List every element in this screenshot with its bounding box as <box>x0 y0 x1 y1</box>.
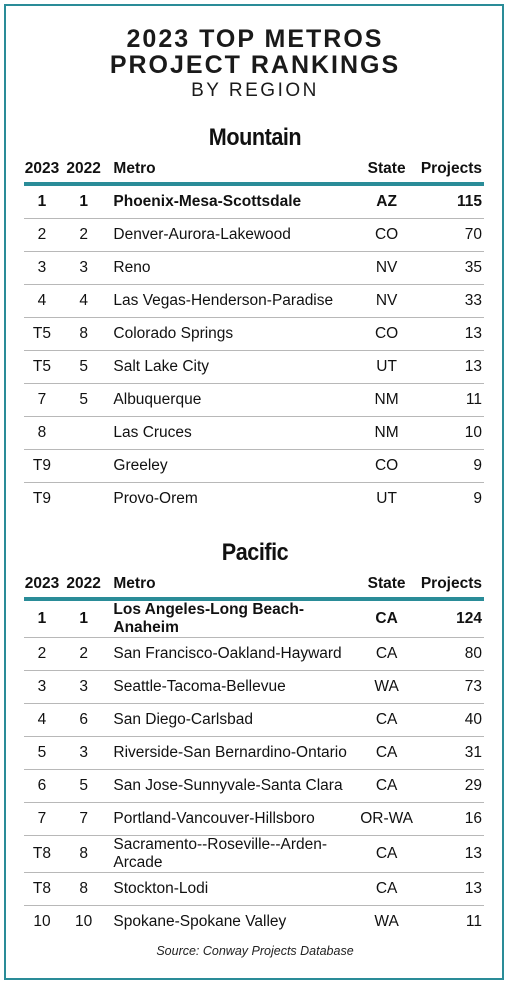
projects-cell: 11 <box>465 913 482 930</box>
metro-cell: Las Cruces <box>107 417 357 450</box>
rank-2022-cell: 5 <box>60 770 107 803</box>
rank-2022-cell: 8 <box>60 318 107 351</box>
rank-2023-cell: 1 <box>24 599 60 638</box>
metro-cell: San Francisco-Oakland-Hayward <box>107 638 357 671</box>
projects-cell: 29 <box>416 770 484 803</box>
state-cell: CA <box>357 873 416 906</box>
table-row <box>24 638 484 671</box>
rank-2023-cell: T9 <box>24 450 60 483</box>
rank-2022-cell: 7 <box>60 803 107 836</box>
region-title-mountain: Mountain <box>208 124 302 151</box>
metro-cell: Las Vegas-Henderson-Paradise <box>107 285 357 318</box>
rank-2022-cell: 10 <box>75 913 93 930</box>
table-row <box>24 483 484 516</box>
rank-2022-cell <box>60 417 107 450</box>
rank-2023-cell: 8 <box>24 417 60 450</box>
projects-cell: 13 <box>416 836 484 873</box>
rank-2022-cell: 5 <box>60 384 107 417</box>
metro-cell: Riverside-San Bernardino-Ontario <box>107 737 357 770</box>
projects-cell: 31 <box>416 737 484 770</box>
rank-2023-cell: 1 <box>24 184 60 219</box>
metro-cell: Provo-Orem <box>113 490 198 507</box>
rank-2022-cell: 2 <box>60 638 107 671</box>
table-row <box>24 384 484 417</box>
source-note: Source: Conway Projects Database <box>156 944 354 958</box>
rank-2022-cell: 5 <box>60 351 107 384</box>
projects-cell: 35 <box>416 252 484 285</box>
metro-cell: Reno <box>107 252 357 285</box>
rank-2023-cell: 2 <box>24 219 60 252</box>
state-cell: NV <box>357 252 416 285</box>
rank-2022-cell <box>60 483 107 516</box>
rank-2023-cell: 7 <box>24 384 60 417</box>
rank-2022-cell: 3 <box>60 671 107 704</box>
table-row <box>24 252 484 285</box>
projects-cell: 13 <box>416 873 484 906</box>
state-cell: CO <box>357 219 416 252</box>
projects-cell: 13 <box>416 318 484 351</box>
projects-cell: 11 <box>416 384 484 417</box>
table-row <box>24 351 484 384</box>
metro-cell: Denver-Aurora-Lakewood <box>107 219 357 252</box>
projects-cell: 70 <box>416 219 484 252</box>
col-header-state: State <box>357 571 416 599</box>
metro-cell: San Diego-Carlsbad <box>107 704 357 737</box>
metro-cell: Seattle-Tacoma-Bellevue <box>107 671 357 704</box>
projects-cell: 40 <box>416 704 484 737</box>
rank-2023-cell: 2 <box>24 638 60 671</box>
projects-cell: 33 <box>416 285 484 318</box>
projects-cell: 80 <box>416 638 484 671</box>
table-row <box>24 417 484 450</box>
rank-2022-cell: 2 <box>60 219 107 252</box>
rank-2022-cell: 3 <box>60 737 107 770</box>
rank-2022-cell: 6 <box>60 704 107 737</box>
metro-cell: Colorado Springs <box>107 318 357 351</box>
rank-2023-cell: 5 <box>24 737 60 770</box>
rank-2022-cell: 8 <box>60 873 107 906</box>
col-header-metro: Metro <box>107 571 357 599</box>
table-header-row <box>24 571 484 599</box>
state-cell: CA <box>357 770 416 803</box>
col-header-metro: Metro <box>107 156 357 184</box>
metro-cell: Portland-Vancouver-Hillsboro <box>107 803 357 836</box>
col-header-projects: Projects <box>416 571 484 599</box>
state-cell: NV <box>357 285 416 318</box>
state-cell: CA <box>357 704 416 737</box>
col-header-2022: 2022 <box>60 571 107 599</box>
rank-2023-cell: 4 <box>24 285 60 318</box>
table-row <box>24 184 484 219</box>
col-header-2023: 2023 <box>24 156 60 184</box>
table-row <box>24 737 484 770</box>
state-cell: UT <box>357 351 416 384</box>
col-header-projects: Projects <box>416 156 484 184</box>
metro-cell: Spokane-Spokane Valley <box>113 913 287 930</box>
table-row <box>24 285 484 318</box>
state-cell: OR-WA <box>357 803 416 836</box>
table-row <box>24 836 484 873</box>
projects-cell: 124 <box>416 599 484 638</box>
col-header-2023: 2023 <box>24 571 60 599</box>
state-cell: CO <box>357 450 416 483</box>
projects-cell: 115 <box>416 184 484 219</box>
projects-cell: 73 <box>416 671 484 704</box>
state-cell: CA <box>357 737 416 770</box>
state-cell: CA <box>357 599 416 638</box>
rank-2022-cell: 4 <box>60 285 107 318</box>
rank-2023-cell: 4 <box>24 704 60 737</box>
mountain-table <box>24 156 484 515</box>
rank-2023-cell: 3 <box>24 252 60 285</box>
col-header-state: State <box>357 156 416 184</box>
rank-2022-cell: 3 <box>60 252 107 285</box>
mountain-rows <box>24 184 484 515</box>
metro-cell: Sacramento--Roseville--Arden-Arcade <box>107 836 357 873</box>
metro-cell: Los Angeles-Long Beach-Anaheim <box>107 599 357 638</box>
table-row <box>24 318 484 351</box>
pacific-rows <box>24 599 484 938</box>
rank-2023-cell: T8 <box>24 836 60 873</box>
projects-cell: 13 <box>416 351 484 384</box>
projects-cell: 10 <box>416 417 484 450</box>
table-row <box>24 599 484 638</box>
state-cell: NM <box>357 417 416 450</box>
metro-cell: Stockton-Lodi <box>107 873 357 906</box>
table-row <box>24 803 484 836</box>
state-cell: CO <box>357 318 416 351</box>
col-header-2022: 2022 <box>60 156 107 184</box>
table-row <box>24 450 484 483</box>
title-line-2: PROJECT RANKINGS <box>109 51 401 79</box>
rank-2023-cell: T9 <box>32 490 52 507</box>
state-cell: CA <box>357 638 416 671</box>
projects-cell: 9 <box>416 450 484 483</box>
rank-2022-cell: 1 <box>60 599 107 638</box>
projects-cell: 9 <box>473 490 482 507</box>
table-row <box>24 906 484 939</box>
rank-2022-cell: 8 <box>60 836 107 873</box>
table-row <box>24 704 484 737</box>
pacific-table <box>24 571 484 938</box>
table-row <box>24 671 484 704</box>
state-cell: AZ <box>357 184 416 219</box>
subtitle: BY REGION <box>191 80 319 101</box>
rank-2023-cell: T8 <box>24 873 60 906</box>
rank-2023-cell: T5 <box>24 351 60 384</box>
table-row <box>24 219 484 252</box>
state-cell: CA <box>357 836 416 873</box>
projects-cell: 16 <box>416 803 484 836</box>
rank-2022-cell: 1 <box>60 184 107 219</box>
state-cell: NM <box>357 384 416 417</box>
title-line-1: 2023 TOP METROS <box>126 25 384 53</box>
state-cell: WA <box>357 671 416 704</box>
metro-cell: Salt Lake City <box>107 351 357 384</box>
metro-cell: Greeley <box>107 450 357 483</box>
metro-cell: Albuquerque <box>107 384 357 417</box>
state-cell: UT <box>376 490 397 507</box>
rank-2023-cell: 3 <box>24 671 60 704</box>
rank-2023-cell: 10 <box>33 913 51 930</box>
rank-2023-cell: T5 <box>24 318 60 351</box>
state-cell: WA <box>374 913 399 930</box>
rank-2022-cell <box>60 450 107 483</box>
metro-cell: San Jose-Sunnyvale-Santa Clara <box>107 770 357 803</box>
table-header-row <box>24 156 484 184</box>
table-row <box>24 770 484 803</box>
table-row <box>24 873 484 906</box>
rank-2023-cell: 6 <box>24 770 60 803</box>
rank-2023-cell: 7 <box>24 803 60 836</box>
metro-cell: Phoenix-Mesa-Scottsdale <box>107 184 357 219</box>
region-title-pacific: Pacific <box>221 539 289 566</box>
